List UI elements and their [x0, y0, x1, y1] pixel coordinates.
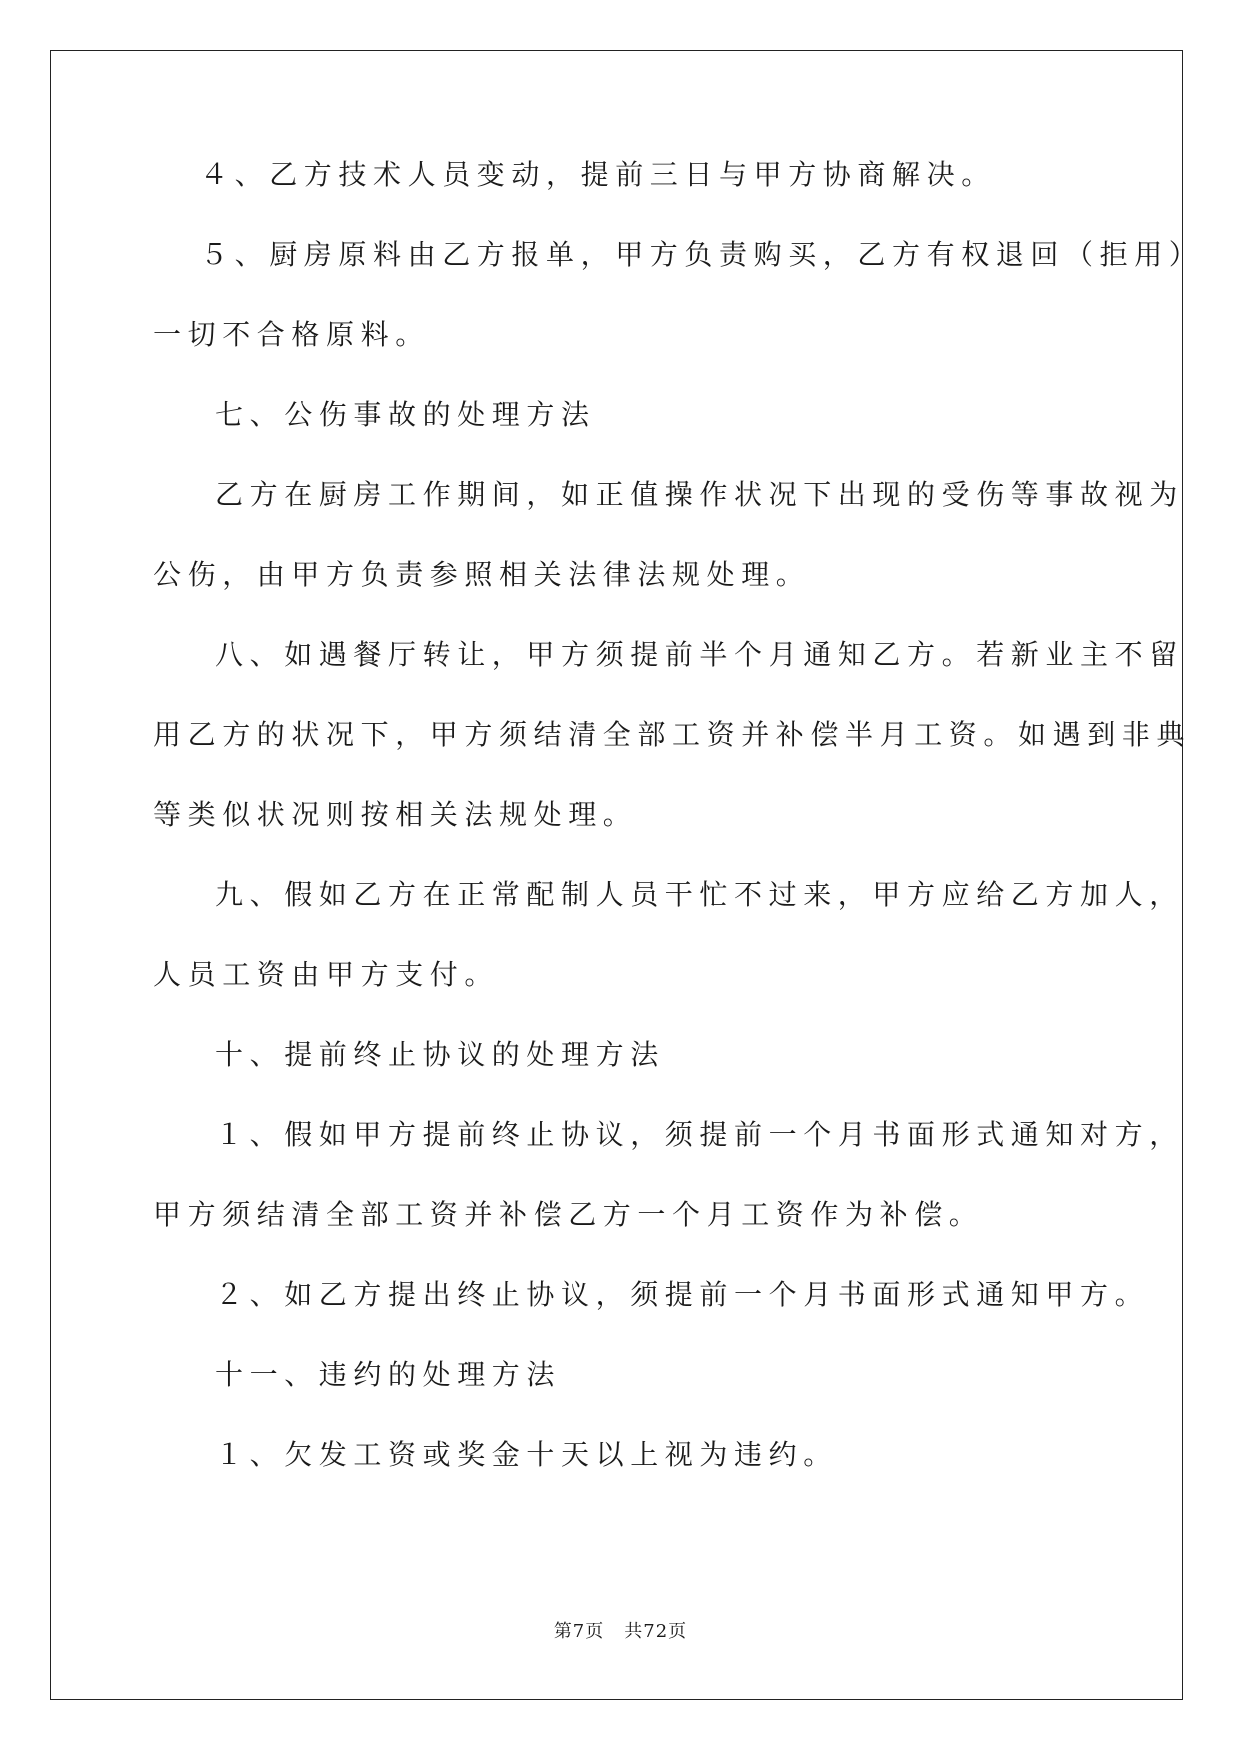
page-total: 共72页 — [624, 1621, 688, 1642]
section-heading: 十一、违约的处理方法 — [215, 1358, 562, 1391]
text-line: 九、假如乙方在正常配制人员干忙不过来，甲方应给乙方加人， — [215, 878, 1184, 911]
page-footer — [0, 1620, 1241, 1644]
text-line: 甲方须结清全部工资并补偿乙方一个月工资作为补偿。 — [153, 1198, 984, 1231]
text-line: ４、乙方技术人员变动，提前三日与甲方协商解决。 — [200, 158, 996, 191]
text-line: ２、如乙方提出终止协议，须提前一个月书面形式通知甲方。 — [215, 1278, 1150, 1311]
text-line: 用乙方的状况下，甲方须结清全部工资并补偿半月工资。如遇到非典 — [153, 718, 1192, 751]
text-line: 人员工资由甲方支付。 — [153, 958, 500, 991]
text-line: 公伤，由甲方负责参照相关法律法规处理。 — [153, 558, 811, 591]
text-line: ５、厨房原料由乙方报单，甲方负责购买，乙方有权退回（拒用） — [200, 238, 1204, 271]
section-heading: 七、公伤事故的处理方法 — [215, 398, 596, 431]
text-line: 八、如遇餐厅转让，甲方须提前半个月通知乙方。若新业主不留 — [215, 638, 1184, 671]
text-line: １、欠发工资或奖金十天以上视为违约。 — [215, 1438, 838, 1471]
section-heading: 十、提前终止协议的处理方法 — [215, 1038, 665, 1071]
page-number: 第7页 — [553, 1621, 605, 1642]
text-line: 一切不合格原料。 — [153, 318, 430, 351]
text-line: 等类似状况则按相关法规处理。 — [153, 798, 638, 831]
text-line: 乙方在厨房工作期间，如正值操作状况下出现的受伤等事故视为 — [215, 478, 1184, 511]
text-line: １、假如甲方提前终止协议，须提前一个月书面形式通知对方， — [215, 1118, 1184, 1151]
